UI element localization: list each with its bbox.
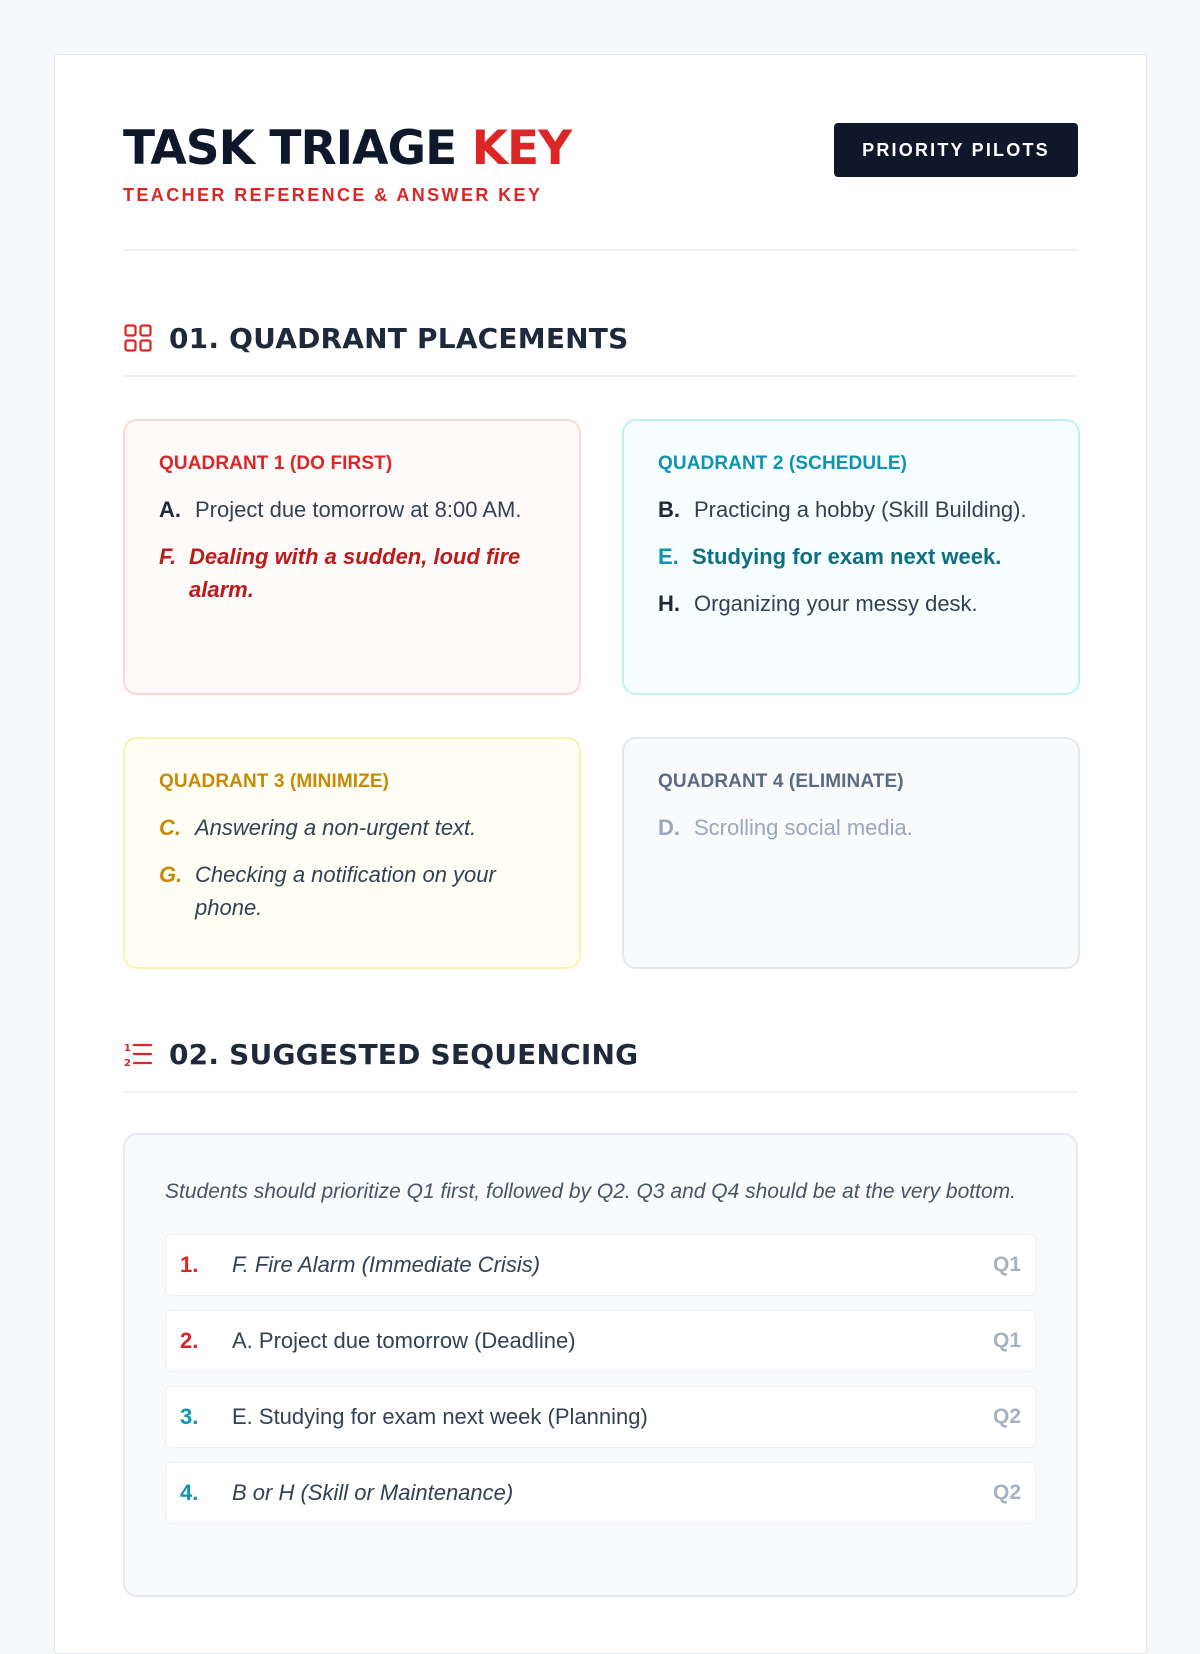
sequence-number: 3. <box>180 1404 199 1429</box>
sequencing-box <box>123 1133 1078 1597</box>
grid-icon <box>123 323 153 353</box>
quadrant-tag: Q1 <box>992 1253 1021 1276</box>
item-letter: F. <box>159 544 177 569</box>
item-letter: H. <box>658 591 680 616</box>
title-main: TASK TRIAGE <box>123 121 457 176</box>
list-item <box>159 493 545 526</box>
list-item <box>159 811 545 844</box>
title-accent: KEY <box>471 121 572 176</box>
quadrant-3-card <box>123 737 581 969</box>
quadrant-title: QUADRANT 2 (SCHEDULE) <box>658 453 908 474</box>
item-letter: D. <box>658 815 680 840</box>
list-item <box>658 493 1044 526</box>
sequence-label: E. Studying for exam next week (Planning) <box>232 1404 648 1429</box>
sequence-row <box>165 1462 1036 1524</box>
item-text: Checking a notification on your phone. <box>195 862 496 920</box>
quadrant-tag: Q2 <box>992 1405 1021 1428</box>
sequence-row <box>165 1234 1036 1296</box>
quadrant-tag: Q1 <box>992 1329 1021 1352</box>
sequence-label: B or H (Skill or Maintenance) <box>232 1480 514 1505</box>
sequence-number: 1. <box>180 1252 199 1277</box>
numbered-list-icon <box>123 1039 153 1069</box>
quadrant-grid <box>123 419 1078 969</box>
section-title: 01. QUADRANT PLACEMENTS <box>169 321 629 355</box>
item-letter: B. <box>658 497 680 522</box>
item-letter: C. <box>159 815 181 840</box>
quadrant-4-card <box>622 737 1080 969</box>
brand-badge: PRIORITY PILOTS <box>834 123 1078 177</box>
answer-key-sheet <box>54 54 1147 1654</box>
sequence-label: A. Project due tomorrow (Deadline) <box>232 1328 576 1353</box>
list-item <box>658 540 1044 573</box>
svg-text:2: 2 <box>124 1058 131 1069</box>
list-item <box>658 587 1044 620</box>
section-title: 02. SUGGESTED SEQUENCING <box>169 1037 639 1071</box>
item-letter: E. <box>658 544 679 569</box>
list-item <box>658 811 1044 844</box>
item-text: Studying for exam next week. <box>692 544 1002 569</box>
sequence-row <box>165 1386 1036 1448</box>
list-item <box>159 540 545 606</box>
item-letter: A. <box>159 497 181 522</box>
sequence-row <box>165 1310 1036 1372</box>
item-text: Answering a non-urgent text. <box>195 815 477 840</box>
quadrant-tag: Q2 <box>992 1481 1021 1504</box>
quadrant-title: QUADRANT 1 (DO FIRST) <box>159 453 393 474</box>
page-subtitle: TEACHER REFERENCE & ANSWER KEY <box>123 185 543 205</box>
page-title <box>123 121 572 176</box>
quadrant-title: QUADRANT 4 (ELIMINATE) <box>658 771 904 792</box>
section-quadrant-placements-header <box>123 301 1078 377</box>
quadrant-2-card <box>622 419 1080 695</box>
item-text: Practicing a hobby (Skill Building). <box>694 497 1027 522</box>
list-item <box>159 858 545 924</box>
svg-text:1: 1 <box>124 1043 131 1054</box>
sequence-number: 2. <box>180 1328 199 1353</box>
page-header <box>123 55 1078 251</box>
item-text: Project due tomorrow at 8:00 AM. <box>195 497 522 522</box>
sequencing-intro: Students should prioritize Q1 first, followed by Q2. Q3 and Q4 should be at the very bottom. <box>165 1180 1016 1203</box>
item-letter: G. <box>159 862 183 887</box>
item-text: Dealing with a sudden, loud fire alarm. <box>189 544 521 602</box>
quadrant-title: QUADRANT 3 (MINIMIZE) <box>159 771 390 792</box>
sequence-label: F. Fire Alarm (Immediate Crisis) <box>232 1252 541 1277</box>
quadrant-1-card <box>123 419 581 695</box>
item-text: Scrolling social media. <box>694 815 913 840</box>
section-suggested-sequencing-header <box>123 1017 1078 1093</box>
item-text: Organizing your messy desk. <box>694 591 978 616</box>
sequence-number: 4. <box>180 1480 199 1505</box>
